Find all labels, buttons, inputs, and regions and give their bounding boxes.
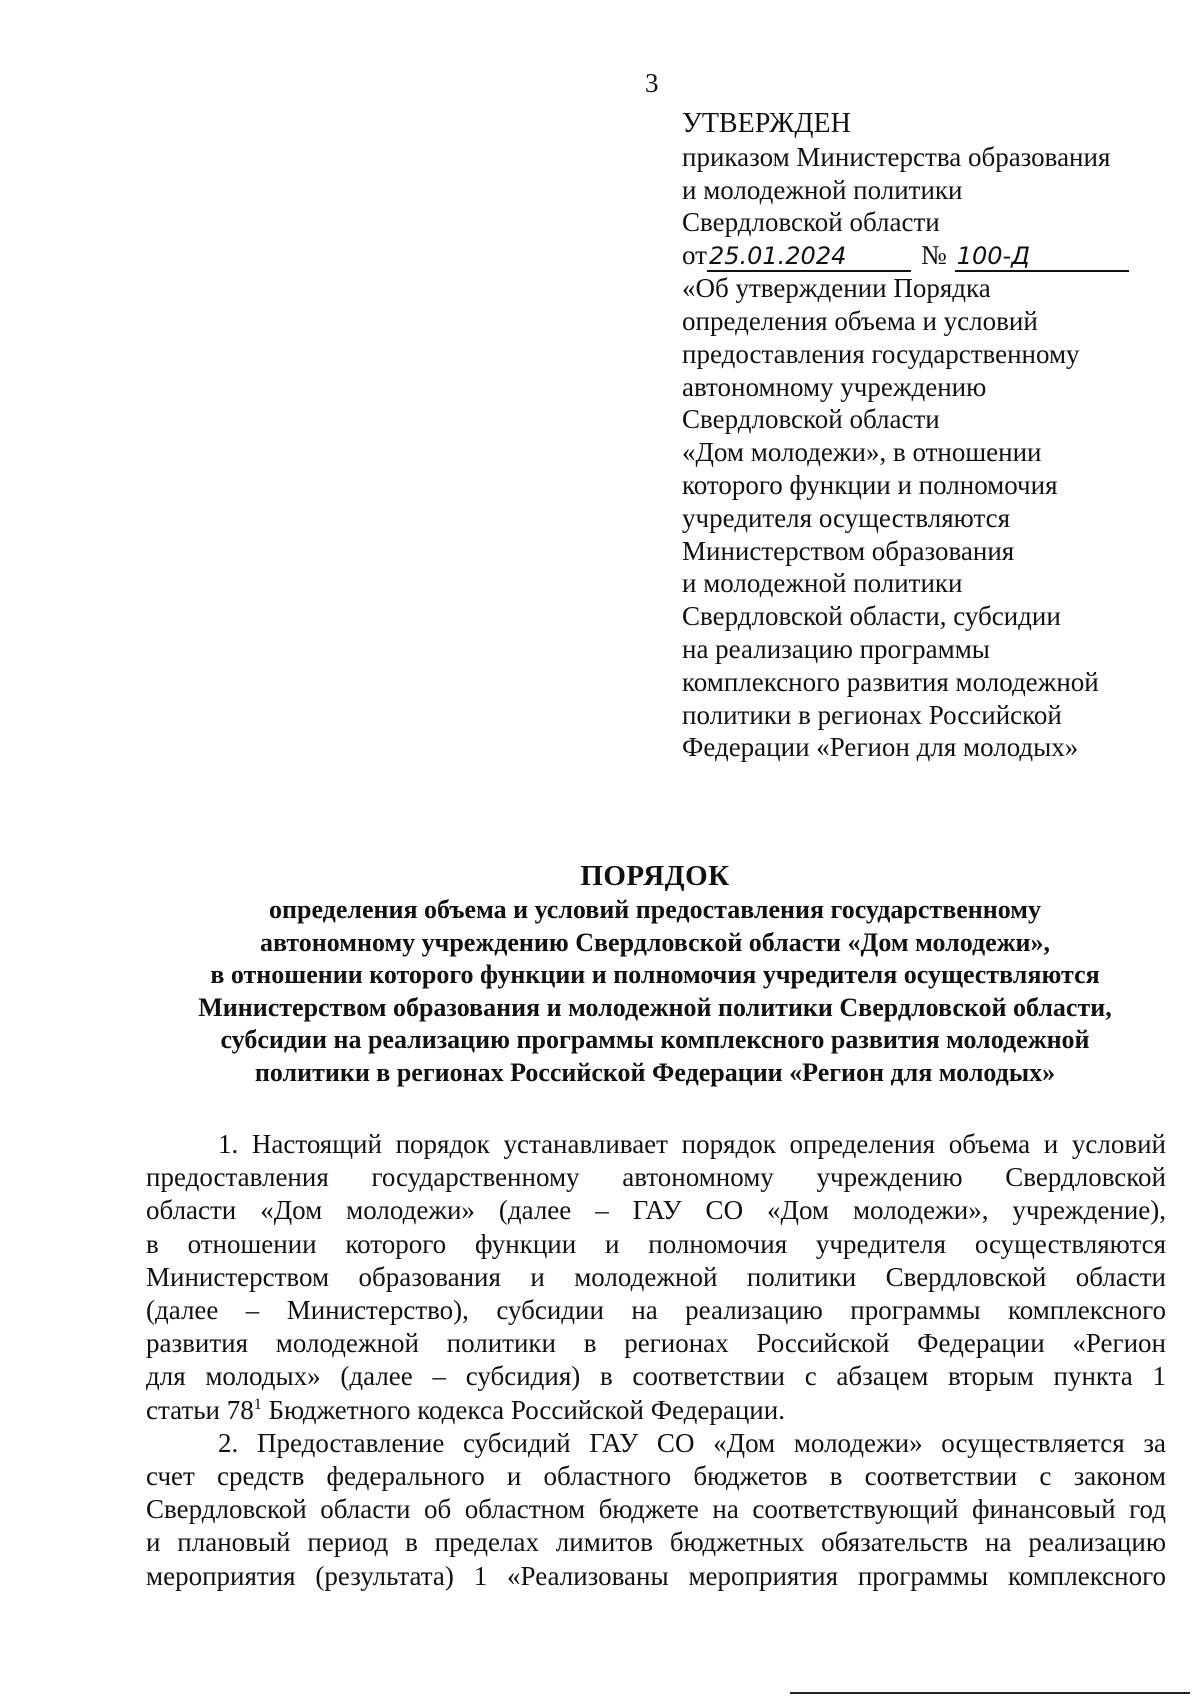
approval-subject-line: «Об утверждении Порядка xyxy=(682,273,991,304)
paragraph-text: Бюджетного кодекса Российской Федерации. xyxy=(261,1394,785,1425)
paragraph-line: области «Дом молодежи» (далее – ГАУ СО «Дом молодежи», учреждение), xyxy=(146,1195,1166,1226)
paragraph-line: счет средств федерального и областного бюджетов в соответствии с законом xyxy=(146,1461,1166,1492)
paragraph-1 xyxy=(146,1128,1166,1427)
approval-subject-line: на реализацию программы xyxy=(682,633,990,664)
approval-subject-line: автономному учреждению xyxy=(682,371,987,402)
approval-subject-line: предоставления государственному xyxy=(682,338,1080,369)
paragraph-line: и плановый период в пределах лимитов бюджетных обязательств на реализацию xyxy=(146,1527,1166,1558)
approval-block xyxy=(682,108,1152,764)
approval-subject-line: учредителя осуществляются xyxy=(682,502,1010,533)
paragraph-line: 1. Настоящий порядок устанавливает порядок определения объема и условий xyxy=(218,1129,1166,1159)
paragraph-2 xyxy=(146,1427,1166,1593)
paragraph-line: мероприятия (результата) 1 «Реализованы мероприятия программы комплексного xyxy=(146,1560,1166,1591)
title-main: ПОРЯДОК xyxy=(580,860,730,892)
superscript: 1 xyxy=(253,1395,262,1413)
approval-subject-line: Министерством образования xyxy=(682,535,1015,566)
approval-subject-line: Свердловской области, субсидии xyxy=(682,601,1061,632)
approval-subject-line: определения объема и условий xyxy=(682,305,1038,336)
order-date: 25.01.2024 xyxy=(707,242,911,272)
order-line xyxy=(682,239,1152,272)
approval-line: приказом Министерства образования xyxy=(682,141,1111,172)
approval-line: Свердловской области xyxy=(682,207,940,238)
order-prefix: от xyxy=(682,240,707,271)
number-sign: № xyxy=(920,240,947,271)
paragraph-last-line xyxy=(146,1394,1166,1427)
approval-stamp: УТВЕРЖДЕН xyxy=(682,108,851,139)
order-number: 100-Д xyxy=(955,242,1129,272)
paragraph-line: Министерством образования и молодежной политики Свердловской области xyxy=(146,1261,1166,1292)
scan-edge-line xyxy=(790,1692,1190,1694)
title-sub-line: автономному учреждению Свердловской области «Дом молодежи», xyxy=(259,927,1051,957)
title-sub-line: в отношении которого функции и полномочия учредителя осуществляются xyxy=(210,960,1100,990)
approval-subject-line: «Дом молодежи», в отношении xyxy=(682,437,1042,468)
paragraph-line: (далее – Министерство), субсидии на реализацию программы комплексного xyxy=(146,1295,1166,1326)
title-subtitle xyxy=(140,894,1170,1090)
title-sub-line: Министерством образования и молодежной политики Свердловской области, xyxy=(198,992,1112,1022)
approval-subject-line: Свердловской области xyxy=(682,404,940,435)
paragraph-line: 2. Предоставление субсидий ГАУ СО «Дом молодежи» осуществляется за xyxy=(218,1427,1166,1458)
document-title xyxy=(140,858,1170,1090)
approval-line: и молодежной политики xyxy=(682,174,963,205)
paragraph-line: для молодых» (далее – субсидия) в соответствии с абзацем вторым пункта 1 xyxy=(146,1361,1166,1392)
title-sub-line: политики в регионах Российской Федерации «Регион для молодых» xyxy=(254,1057,1056,1087)
approval-subject-line: политики в регионах Российской xyxy=(682,699,1062,730)
paragraph-line: предоставления государственному автономному учреждению Свердловской xyxy=(146,1162,1166,1193)
title-sub-line: субсидии на реализацию программы комплексного развития молодежной xyxy=(220,1025,1090,1055)
page-number: 3 xyxy=(645,68,659,98)
paragraph-line: в отношении которого функции и полномочия учредителя осуществляются xyxy=(146,1228,1166,1259)
title-sub-line: определения объема и условий предоставления государственному xyxy=(269,895,1041,924)
paragraph-line: развития молодежной политики в регионах Российской Федерации «Регион xyxy=(146,1328,1166,1359)
document-body xyxy=(146,1128,1166,1593)
paragraph-text: статьи 78 xyxy=(146,1394,254,1425)
approval-subject-line: комплексного развития молодежной xyxy=(682,666,1099,697)
approval-subject-line: Федерации «Регион для молодых» xyxy=(682,732,1079,763)
approval-subject-line: которого функции и полномочия xyxy=(682,469,1058,500)
paragraph-line: Свердловской области об областном бюджете на соответствующий финансовый год xyxy=(146,1494,1166,1525)
approval-subject-line: и молодежной политики xyxy=(682,568,963,599)
